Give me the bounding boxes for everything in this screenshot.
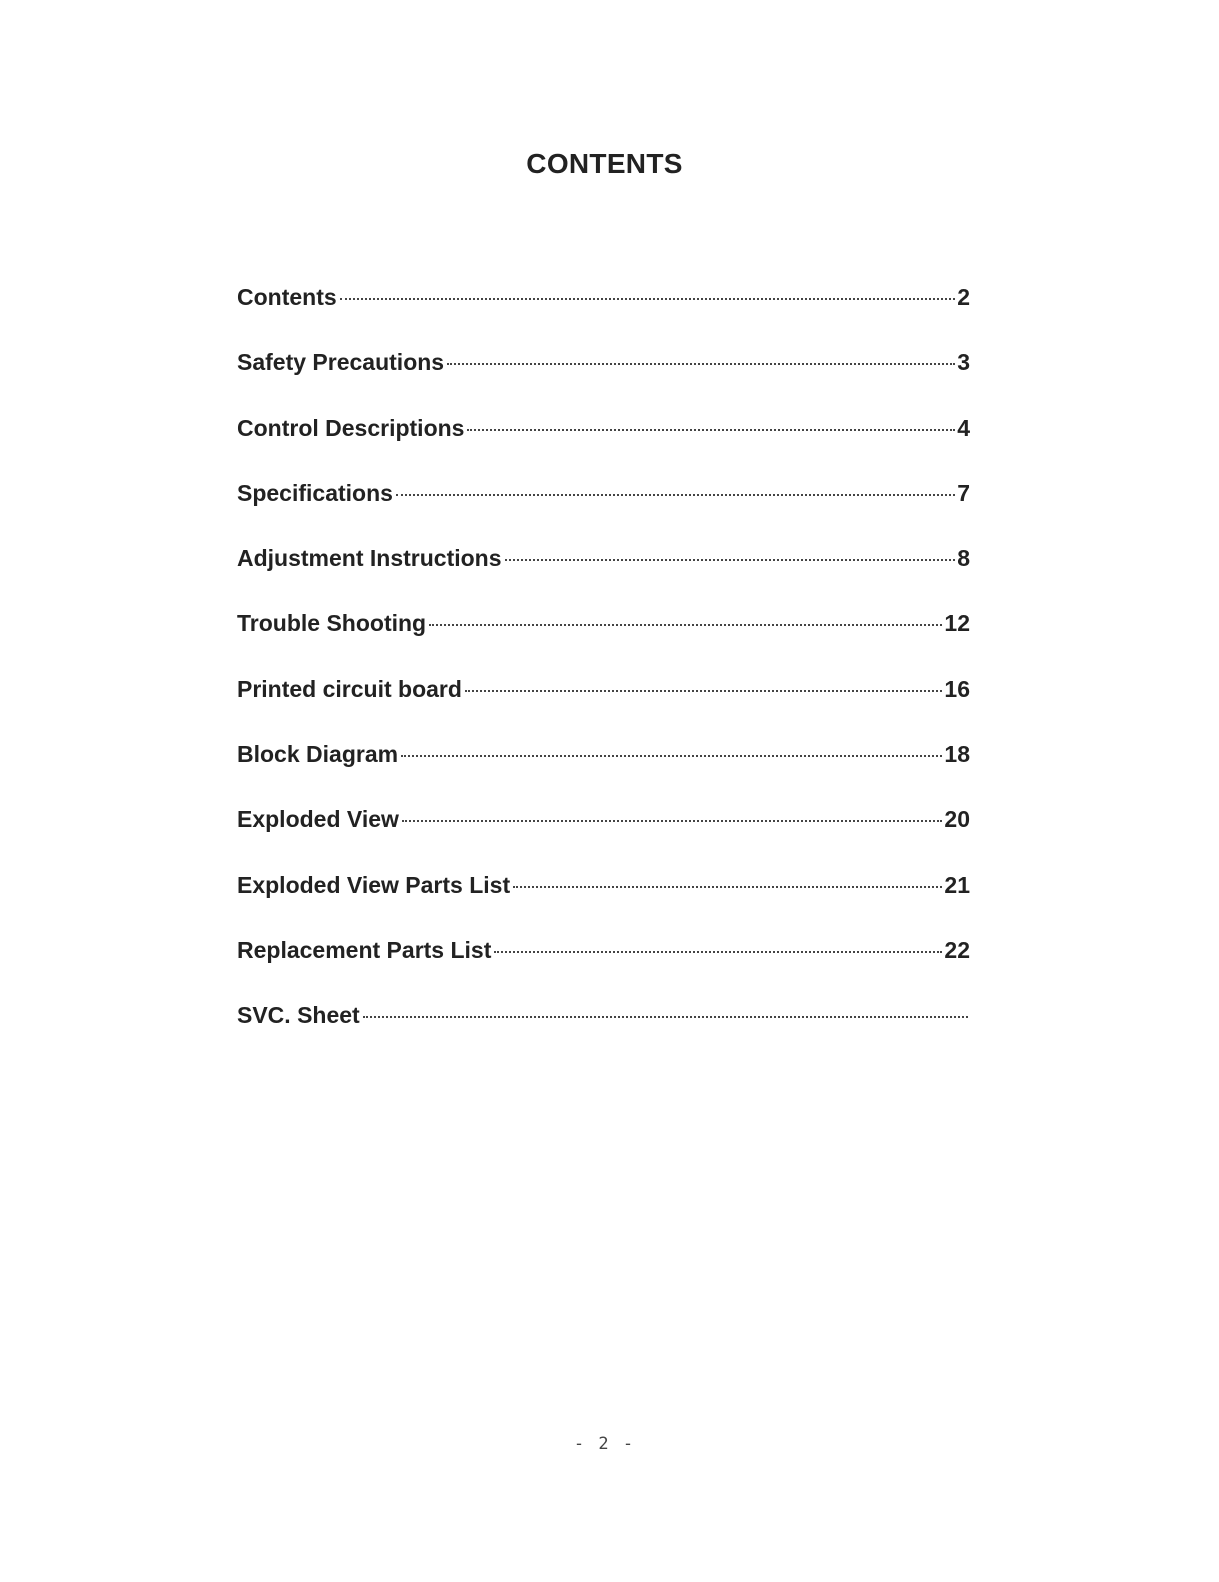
dot-leader	[401, 755, 942, 757]
dot-leader	[467, 429, 955, 431]
toc-entry-page: 8	[957, 545, 970, 572]
toc-entry-label: Specifications	[237, 479, 393, 506]
toc-entry-label: Contents	[237, 284, 337, 310]
dot-leader	[340, 298, 956, 300]
toc-entry-page: 21	[944, 871, 970, 898]
page-number: - 2 -	[573, 1434, 636, 1454]
toc-entry-adjustment-instructions	[237, 540, 970, 605]
dot-leader	[513, 886, 942, 888]
dot-leader	[363, 1016, 968, 1018]
toc-entry-exploded-view	[237, 801, 970, 866]
toc-entry-label: Safety Precautions	[237, 349, 445, 376]
dot-leader	[447, 363, 955, 365]
dot-leader	[429, 624, 942, 626]
dot-leader	[494, 951, 942, 953]
toc-entry-label: Exploded View	[237, 806, 399, 833]
toc-entry-label: Printed circuit board	[237, 675, 462, 702]
dot-leader	[396, 494, 955, 496]
toc-entry-control-descriptions	[237, 410, 970, 475]
toc-entry-printed-circuit-board	[237, 671, 970, 736]
toc-entry-trouble-shooting	[237, 605, 970, 670]
toc-entry-label: SVC. Sheet	[237, 1002, 360, 1029]
toc-entry-replacement-parts-list	[237, 932, 970, 997]
toc-entry-label: Exploded View Parts List	[237, 871, 511, 898]
toc-entry-page: 2	[957, 284, 970, 310]
toc-entry-page: 18	[944, 741, 970, 768]
table-of-contents	[237, 279, 970, 1063]
toc-entry-page: 22	[944, 936, 970, 963]
toc-entry-label: Replacement Parts List	[237, 936, 492, 963]
dot-leader	[465, 690, 942, 692]
dot-leader	[402, 820, 943, 822]
dot-leader	[505, 559, 956, 561]
toc-entry-label: Control Descriptions	[237, 414, 465, 441]
toc-entry-page: 12	[944, 610, 970, 637]
toc-entry-exploded-view-parts-list	[237, 867, 970, 932]
toc-entry-page: 20	[944, 806, 970, 833]
toc-entry-page: 16	[944, 675, 970, 702]
toc-entry-svc-sheet	[237, 997, 970, 1062]
toc-entry-label: Block Diagram	[237, 741, 399, 768]
toc-entry-page: 4	[957, 414, 970, 441]
toc-entry-specifications	[237, 475, 970, 540]
toc-entry-block-diagram	[237, 736, 970, 801]
toc-entry-page: 7	[957, 479, 970, 506]
page-title: CONTENTS	[526, 148, 683, 179]
toc-entry-contents	[237, 279, 970, 344]
toc-entry-safety-precautions	[237, 344, 970, 409]
toc-entry-label: Trouble Shooting	[237, 610, 427, 637]
toc-entry-label: Adjustment Instructions	[237, 545, 502, 572]
toc-entry-page: 3	[957, 349, 970, 376]
